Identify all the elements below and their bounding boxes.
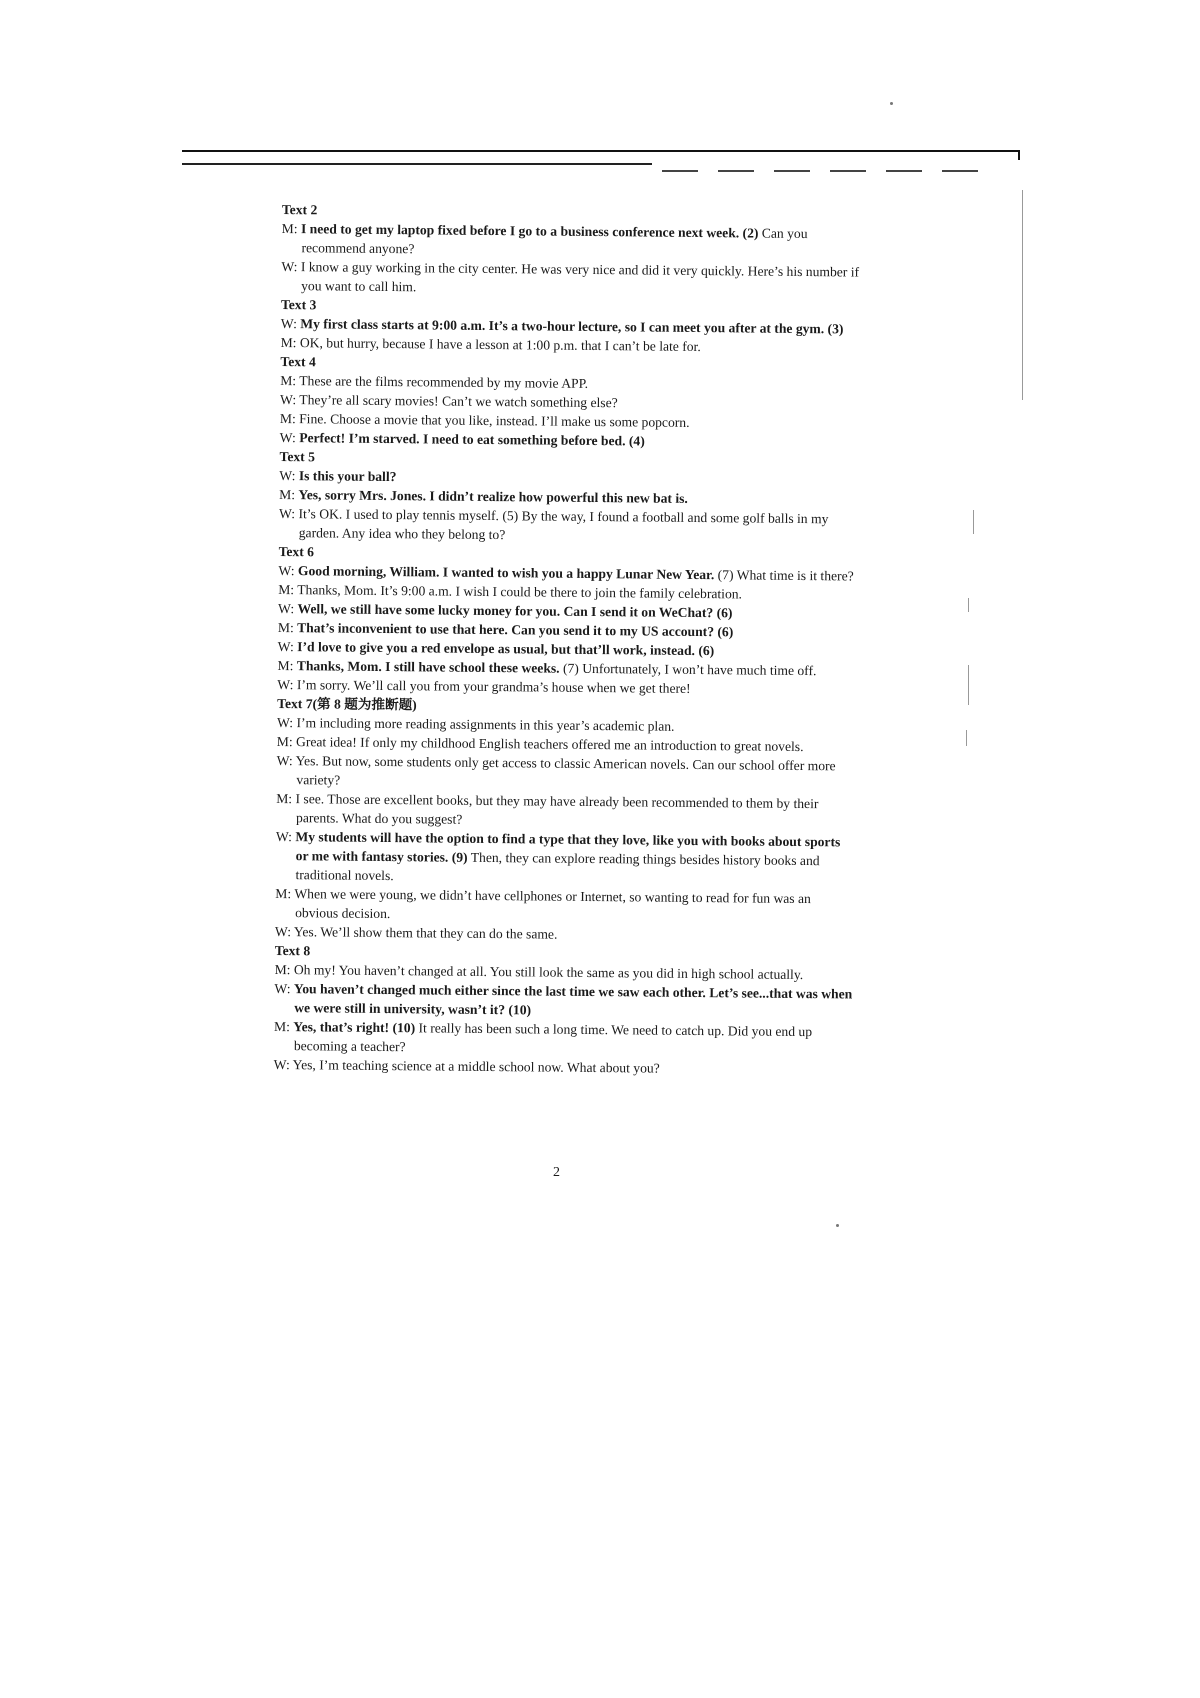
transcript-content <box>274 200 862 1080</box>
answer-text: Perfect! I’m starved. I need to eat something before bed. (4) <box>299 430 645 449</box>
dialogue-line <box>275 884 855 928</box>
dialogue-text: Then, they can explore reading things besides history books and traditional novels. <box>295 849 820 884</box>
speaker-label: W: <box>276 714 297 731</box>
speaker-label: W: <box>277 676 297 693</box>
speaker-label: M: <box>276 790 296 807</box>
section-title: Text 5 <box>279 448 315 465</box>
answer-text: Thanks, Mom. I still have school these weeks. <box>296 658 560 676</box>
speaker-label: M: <box>281 220 302 237</box>
answer-text: Is this your ball? <box>298 468 397 485</box>
dialogue-text: It really has been such a long time. We need to catch up. Did you end up becoming a teacher? <box>293 1020 813 1055</box>
scan-edge-mark <box>1022 190 1023 400</box>
dialogue-text: When we were young, we didn’t have cellphones or Internet, so wanting to read for fun was an obvious decision. <box>294 886 811 922</box>
speaker-label: M: <box>275 885 295 902</box>
scan-edge-mark <box>973 510 974 534</box>
page-number: 2 <box>553 1165 560 1180</box>
answer-text: Good morning, William. I wanted to wish you a happy Lunar New Year. <box>297 563 715 583</box>
answer-text: I’d love to give you a red envelope as usual, but that’ll work, instead. (6) <box>297 639 715 659</box>
dialogue-text: Yes. We’ll show them that they can do the same. <box>293 924 558 942</box>
dialogue-text: Thanks, Mom. It’s 9:00 a.m. I wish I could be there to join the family celebration. <box>297 582 743 602</box>
section-title: Text 2 <box>281 201 318 218</box>
second-rule <box>182 163 652 165</box>
speaker-label: M: <box>277 657 297 674</box>
top-rule-hook <box>1018 150 1020 160</box>
dialogue-line <box>275 827 856 890</box>
section-title: Text 4 <box>280 353 316 370</box>
answer-text: You haven’t changed much either since the last time we saw each other. Let’s see...that was when we were still in university, wasn’t it? (10) <box>293 981 853 1018</box>
dialogue-text: These are the films recommended by my movie APP. <box>299 373 589 391</box>
speaker-label: W: <box>279 429 300 446</box>
speaker-label: M: <box>280 372 300 389</box>
section-title: Text 7(第 8 题为推断题) <box>277 695 417 713</box>
scan-edge-mark <box>968 665 969 705</box>
dialogue-text: It’s OK. I used to play tennis myself. (5) By the way, I found a football and some golf balls in my garden. Any idea who they belong to? <box>298 506 829 543</box>
scan-edge-mark <box>968 598 969 612</box>
speaker-label: M: <box>274 961 294 978</box>
dialogue-text: I see. Those are excellent books, but they may have already been recommended to them by their parents. What do you suggest? <box>295 791 819 827</box>
scan-edge-mark <box>966 730 967 746</box>
speaker-label: W: <box>279 467 299 484</box>
speaker-label: M: <box>279 486 299 503</box>
answer-text: Well, we still have some lucky money for you. Can I send it on WeChat? (6) <box>297 601 733 621</box>
dialogue-text: (7) Unfortunately, I won’t have much time off. <box>559 660 817 679</box>
answer-text: My students will have the option to find a type that they love, like you with books about sports or me with fantasy stories. (9) <box>295 829 841 865</box>
speaker-label: W: <box>274 923 295 940</box>
dialogue-text: Yes, I’m teaching science at a middle school now. What about you? <box>292 1057 660 1076</box>
dialogue-text: I know a guy working in the city center. He was very nice and did it very quickly. Here’s his number if you want to call him. <box>300 259 860 295</box>
dialogue-text: (7) What time is it there? <box>714 567 854 584</box>
dialogue-text: Great idea! If only my childhood English teachers offered me an introduction to great novels. <box>295 734 804 755</box>
dialogue-line <box>274 979 854 1023</box>
dialogue-text: I’m including more reading assignments in this year’s academic plan. <box>296 715 675 734</box>
dialogue-text: They’re all scary movies! Can’t we watch something else? <box>299 392 618 411</box>
scan-speck <box>890 102 893 105</box>
dialogue-line <box>281 219 861 263</box>
dialogue-text: Fine. Choose a movie that you like, instead. I’ll make us some popcorn. <box>299 411 690 430</box>
speaker-label: M: <box>273 1018 294 1035</box>
dialogue-line <box>274 1017 854 1061</box>
dialogue-text: Oh my! You haven’t changed at all. You still look the same as you did in high school actually. <box>293 962 804 983</box>
dialogue-line <box>281 257 861 301</box>
speaker-label: M: <box>280 334 300 351</box>
dialogue-line <box>276 751 856 795</box>
speaker-label: W: <box>280 391 300 408</box>
dialogue-line <box>276 789 856 833</box>
dashed-rule <box>662 170 982 172</box>
speaker-label: W: <box>280 315 301 332</box>
speaker-label: W: <box>277 638 298 655</box>
speaker-label: M: <box>279 410 300 427</box>
speaker-label: W: <box>275 828 296 845</box>
speaker-label: W: <box>278 600 298 617</box>
top-rule <box>182 150 1020 152</box>
speaker-label: W: <box>274 980 295 997</box>
dialogue-text: Can you recommend anyone? <box>301 225 808 257</box>
answer-text: My first class starts at 9:00 a.m. It’s a two-hour lecture, so I can meet you after at the gym. (3) <box>300 316 844 337</box>
speaker-label: M: <box>278 581 298 598</box>
dialogue-text: OK, but hurry, because I have a lesson at 1:00 p.m. that I can’t be late for. <box>299 335 701 355</box>
answer-text: Yes, sorry Mrs. Jones. I didn’t realize how powerful this new bat is. <box>298 487 688 506</box>
speaker-label: W: <box>273 1056 293 1073</box>
section-title: Text 8 <box>274 942 311 959</box>
dialogue-text: Yes. But now, some students only get access to classic American novels. Can our school offer more variety? <box>295 753 836 788</box>
speaker-label: M: <box>277 619 298 636</box>
section-title: Text 6 <box>278 543 315 560</box>
speaker-label: W: <box>278 505 299 522</box>
speaker-label: W: <box>278 562 299 579</box>
answer-text: That’s inconvenient to use that here. Can you send it to my US account? (6) <box>297 620 734 640</box>
answer-text: I need to get my laptop fixed before I go to a business conference next week. (2) <box>300 221 759 241</box>
answer-text: Yes, that’s right! (10) <box>293 1019 416 1036</box>
speaker-label: W: <box>281 258 301 275</box>
section-title: Text 3 <box>280 296 317 313</box>
dialogue-line <box>279 504 859 548</box>
dialogue-text: I’m sorry. We’ll call you from your grandma’s house when we get there! <box>296 677 691 696</box>
speaker-label: W: <box>276 752 296 769</box>
scan-speck <box>836 1224 839 1227</box>
speaker-label: M: <box>276 733 297 750</box>
